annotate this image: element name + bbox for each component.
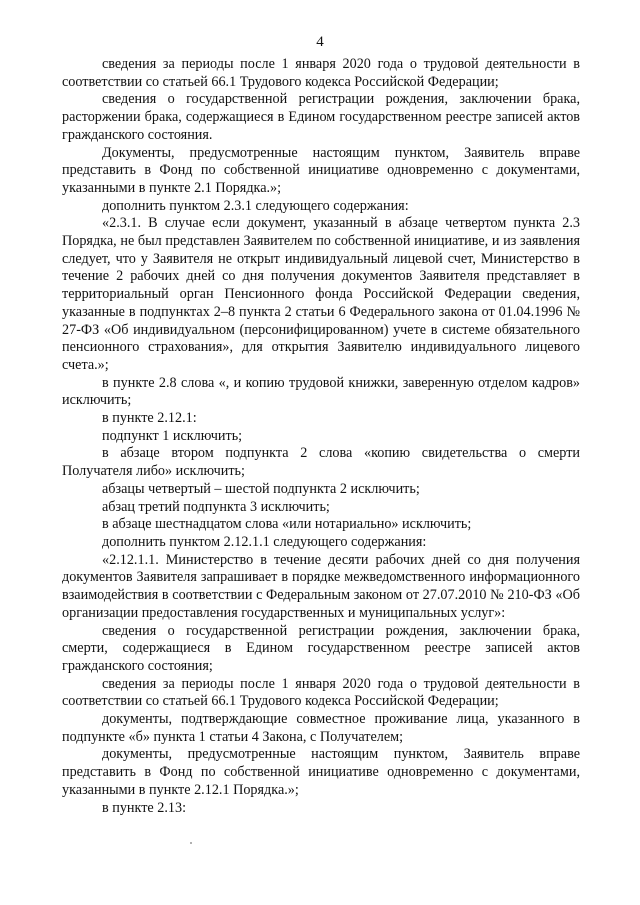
paragraph-own-initiative-documents: Документы, предусмотренные настоящим пунктом, Заявитель вправе представить в Фонд по собственной инициативе одновременно с документами, указанными в пункте 2.1 Порядка.»; (62, 144, 580, 196)
paragraph-add-item-2-3-1: дополнить пунктом 2.3.1 следующего содержания: (102, 197, 409, 214)
paragraph-item-2-3-1-text: «2.3.1. В случае если документ, указанный в абзаце четвертом пункта 2.3 Порядка, не был представлен Заявителем по собственной инициативе, и из заявления следует, что у Заявителя не открыт индивидуальный лицевой счет, Министерство в течение 2 рабочих дней со дня получения документов Заявителя представляет в территориальный орган Пенсионного фонда Российской Федерации сведения, указанные в подпунктах 2–8 пункта 2 статьи 6 Федерального закона от 01.04.1996 № 27-ФЗ «Об индивидуальном (персонифицированном) учете в системе обязательного пенсионного страхования», для открытия Заявителю индивидуального лицевого счета.»; (62, 215, 580, 373)
paragraph-subitem-3-delete: абзац третий подпункта 3 исключить; (102, 498, 330, 515)
paragraph-birth-marriage-death-info: сведения о государственной регистрации рождения, заключении брака, смерти, содержащиеся в Едином государственном реестре записей актов гражданского состояния; (62, 622, 580, 674)
paragraph-subitem-1-delete: подпункт 1 исключить; (102, 427, 243, 444)
paragraph-cohabitation-documents: документы, подтверждающие совместное проживание лица, указанного в подпункте «б» пункта 1 статьи 4 Закона, с Получателем; (62, 711, 580, 745)
paragraph-add-item-2-12-1-1: дополнить пунктом 2.12.1.1 следующего содержания: (102, 533, 427, 550)
paragraph-work-history-info-2: сведения за периоды после 1 января 2020 года о трудовой деятельности в соответствии со статьей 66.1 Трудового кодекса Российской Федерации; (62, 675, 580, 710)
scan-dot (190, 842, 192, 844)
paragraph-sixteenth-change: в абзаце шестнадцатом слова «или нотариально» исключить; (102, 516, 472, 533)
paragraph-item-2-8-change: в пункте 2.8 слова «, и копию трудовой книжки, заверенную отделом кадров» исключить; (62, 374, 580, 409)
paragraph-item-2-13: в пункте 2.13: (102, 799, 187, 816)
paragraph-own-initiative-documents-2: документы, предусмотренные настоящим пунктом, Заявитель вправе представить в Фонд по собственной инициативе одновременно с документами, указанными в пункте 2.12.1 Порядка.»; (62, 746, 580, 798)
paragraph-subitem-2-change: в абзаце втором подпункта 2 слова «копию свидетельства о смерти Получателя либо» исключить; (62, 445, 580, 480)
paragraph-item-2-12-1-1-text: «2.12.1.1. Министерство в течение десяти рабочих дней со дня получения документов Заявителя запрашивает в порядке межведомственного информационного взаимодействия в соответствии с Федеральным законом от 27.07.2010 № 210-ФЗ «Об организации предоставления государственных и муниципальных услуг»: (62, 551, 580, 621)
paragraph-item-2-12-1: в пункте 2.12.1: (102, 410, 197, 427)
paragraph-civil-registry-info: сведения о государственной регистрации рождения, заключении брака, расторжении брака, содержащиеся в Едином государственном реестре записей актов гражданского состояния. (62, 91, 580, 143)
paragraph-subitem-2-delete-paragraphs: абзацы четвертый – шестой подпункта 2 исключить; (102, 480, 420, 497)
page-number: 4 (316, 34, 324, 50)
paragraph-work-history-info: сведения за периоды после 1 января 2020 года о трудовой деятельности в соответствии со статьей 66.1 Трудового кодекса Российской Федерации; (62, 56, 580, 90)
document-body (62, 56, 580, 817)
